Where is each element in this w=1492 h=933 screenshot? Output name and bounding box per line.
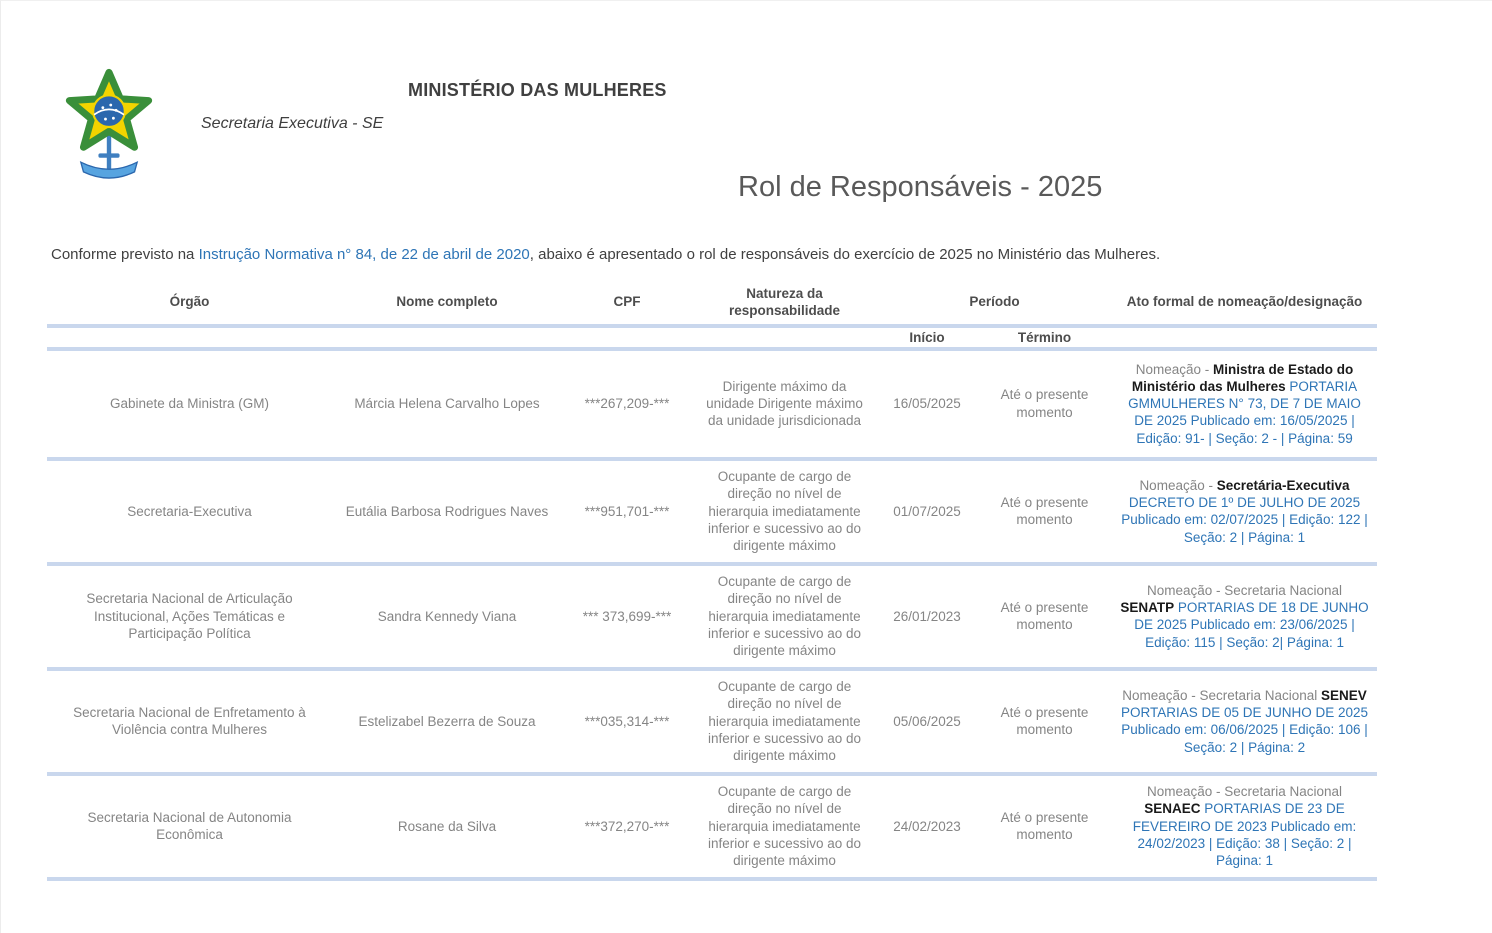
cell-ato-formal (1112, 669, 1377, 774)
cell-natureza: Ocupante de cargo de direção no nível de hierarquia imediatamente inferior e sucessivo ao do dirigente máximo (707, 574, 862, 659)
ato-publication-link[interactable]: PORTARIAS DE 23 DE FEVEREIRO DE 2023 Publicado em: 24/02/2023 | Edição: 38 | Seção: 2 | Página: 1 (1132, 801, 1357, 869)
brazil-coat-of-arms-logo (65, 67, 153, 187)
cell-orgao: Gabinete da Ministra (GM) (109, 396, 270, 412)
subheader-empty (332, 326, 562, 349)
subheader-empty (692, 326, 877, 349)
cell-orgao: Secretaria Nacional de Articulação Institucional, Ações Temáticas e Participação Política (86, 591, 293, 641)
intro-text-after: , abaixo é apresentado o rol de responsáveis do exercício de 2025 no Ministério das Mulheres. (529, 246, 1161, 263)
col-header-periodo: Período (969, 294, 1020, 310)
cell-termino: Até o presente momento (1000, 387, 1089, 420)
normative-instruction-link[interactable]: Instrução Normativa n° 84, de 22 de abril de 2020 (198, 246, 530, 263)
ato-publication-link[interactable]: PORTARIAS DE 18 DE JUNHO DE 2025 Publicado em: 23/06/2025 | Edição: 115 | Seção: 2| Página: 1 (1134, 599, 1369, 650)
col-header-ato: Ato formal de nomeação/designação (1126, 294, 1363, 310)
cell-natureza: Ocupante de cargo de direção no nível de hierarquia imediatamente inferior e sucessivo ao do dirigente máximo (707, 679, 862, 764)
cell-ato-formal (1112, 459, 1377, 564)
ato-prefix: Nomeação - (1135, 361, 1214, 377)
table-row (47, 564, 1377, 669)
cell-nome: Rosane da Silva (397, 818, 497, 834)
cell-cpf: ***951,701-*** (584, 503, 670, 519)
ato-prefix: Nomeação - Secretaria Nacional (1146, 784, 1343, 800)
ato-role: SENAEC (1144, 801, 1201, 817)
ato-publication-link[interactable]: PORTARIA GMMULHERES N° 73, DE 7 DE MAIO DE 2025 Publicado em: 16/05/2025 | Edição: 91- | Seção: 2 - | Página: 59 (1128, 378, 1361, 446)
cell-cpf: ***267,209-*** (584, 396, 670, 412)
cell-orgao: Secretaria Nacional de Enfretamento à Violência contra Mulheres (73, 704, 306, 738)
cell-orgao: Secretaria Nacional de Autonomia Econômica (87, 809, 292, 843)
subheader-empty (47, 326, 332, 349)
col-header-nome: Nome completo (396, 294, 498, 310)
ato-role: SENEV (1321, 687, 1367, 703)
ato-publication-link[interactable]: DECRETO DE 1º DE JULHO DE 2025 Publicado em: 02/07/2025 | Edição: 122 | Seção: 2 | Página: 1 (1121, 494, 1368, 545)
cell-natureza: Ocupante de cargo de direção no nível de hierarquia imediatamente inferior e sucessivo ao do dirigente máximo (707, 469, 862, 554)
subcol-header-termino: Término (1017, 329, 1072, 345)
cell-termino: Até o presente momento (1000, 494, 1089, 528)
ato-role: SENATP (1120, 599, 1175, 615)
table-row (47, 669, 1377, 774)
cell-orgao: Secretaria-Executiva (127, 503, 252, 519)
cell-termino: Até o presente momento (1000, 704, 1089, 738)
cell-inicio: 01/07/2025 (893, 503, 961, 519)
ato-publication-link[interactable]: PORTARIAS DE 05 DE JUNHO DE 2025 Publicado em: 06/06/2025 | Edição: 106 | Seção: 2 | Página: 2 (1120, 704, 1369, 755)
table-row (47, 349, 1377, 459)
table-row (47, 459, 1377, 564)
cell-cpf: ***372,270-*** (584, 818, 670, 834)
cell-inicio: 05/06/2025 (893, 713, 961, 729)
table-header-row (47, 282, 1377, 326)
intro-paragraph (51, 246, 1371, 263)
col-header-orgao: Órgão (169, 294, 210, 310)
cell-ato-formal (1112, 349, 1377, 459)
cell-termino: Até o presente momento (1000, 599, 1089, 633)
cell-ato-formal (1112, 564, 1377, 669)
cell-inicio: 26/01/2023 (893, 608, 961, 624)
cell-inicio: 16/05/2025 (893, 396, 961, 412)
cell-nome: Eutália Barbosa Rodrigues Naves (345, 503, 549, 519)
table-row (47, 774, 1377, 879)
cell-ato-formal (1112, 774, 1377, 879)
cell-nome: Estelizabel Bezerra de Souza (358, 713, 536, 729)
subheader-empty (562, 326, 692, 349)
cell-nome: Márcia Helena Carvalho Lopes (354, 396, 540, 412)
cell-natureza: Dirigente máximo da unidade Dirigente máximo da unidade jurisdicionada (706, 378, 863, 429)
secretariat-subtitle: Secretaria Executiva - SE (201, 115, 384, 132)
subcol-header-inicio: Início (909, 329, 945, 345)
responsibles-table (47, 282, 1377, 881)
cell-cpf: ***035,314-*** (584, 713, 670, 729)
cell-natureza: Ocupante de cargo de direção no nível de hierarquia imediatamente inferior e sucessivo ao do dirigente máximo (707, 784, 862, 869)
ato-prefix: Nomeação - Secretaria Nacional (1146, 582, 1343, 598)
table-subheader-row (47, 326, 1377, 349)
cell-inicio: 24/02/2023 (893, 818, 961, 834)
col-header-natureza: Natureza da responsabilidade (728, 286, 841, 318)
cell-nome: Sandra Kennedy Viana (377, 608, 517, 624)
ato-role: Ministra de Estado do Ministério das Mulheres (1131, 361, 1354, 394)
subheader-empty (1112, 326, 1377, 349)
ministry-title: MINISTÉRIO DAS MULHERES (408, 80, 667, 100)
ato-prefix: Nomeação - (1139, 477, 1217, 493)
col-header-cpf: CPF (613, 294, 641, 310)
coat-of-arms-icon (65, 67, 153, 187)
intro-text-before: Conforme previsto na (51, 246, 199, 263)
cell-cpf: *** 373,699-*** (582, 608, 672, 624)
page-title: Rol de Responsáveis - 2025 (738, 171, 1103, 203)
ato-role: Secretária-Executiva (1216, 477, 1350, 493)
cell-termino: Até o presente momento (1000, 809, 1089, 843)
ato-prefix: Nomeação - Secretaria Nacional (1122, 687, 1322, 703)
